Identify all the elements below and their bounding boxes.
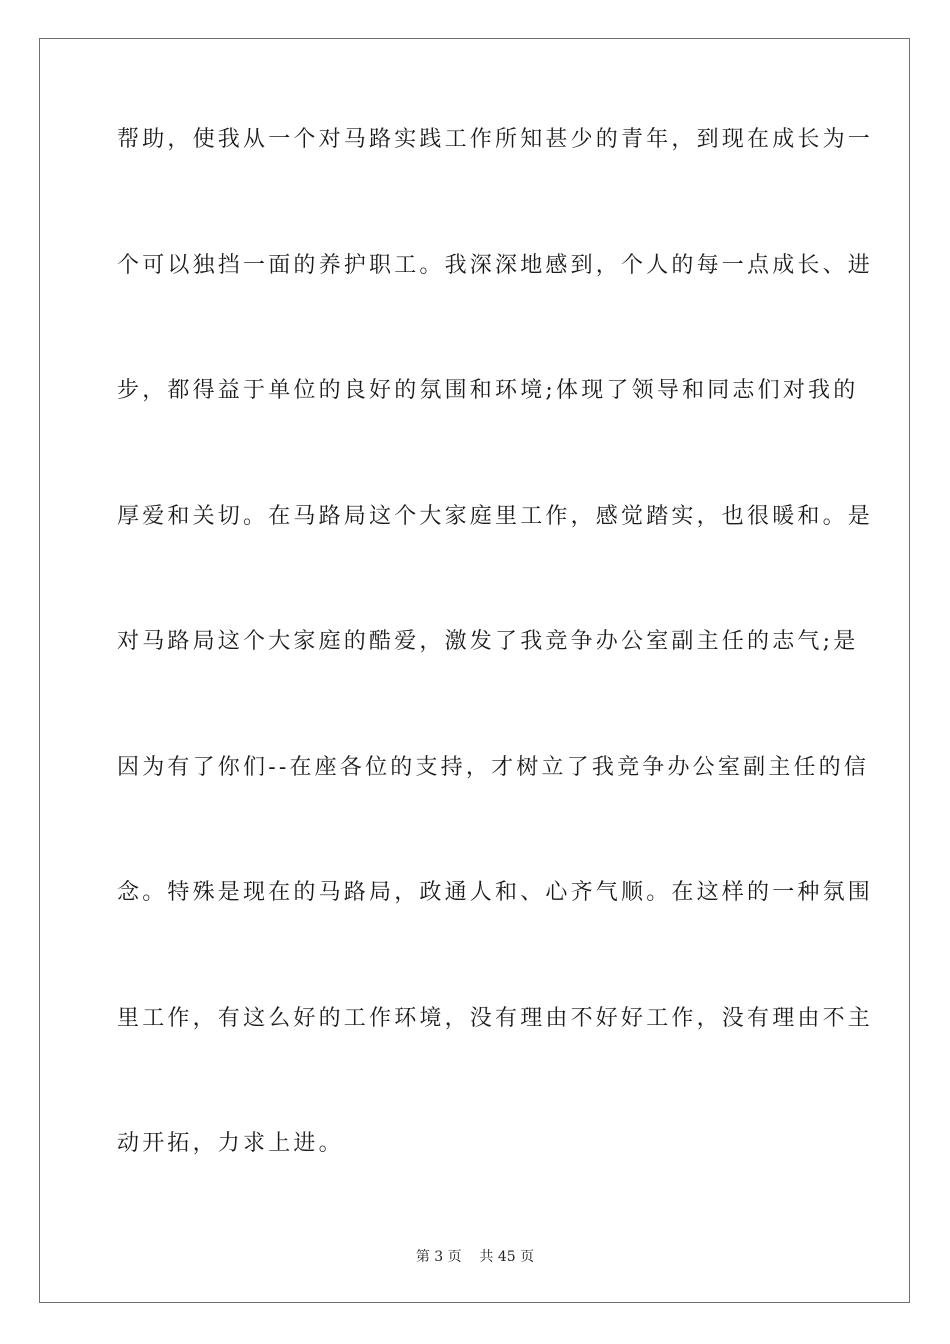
text-line: 步，都得益于单位的良好的氛围和环境;体现了领导和同志们对我的	[117, 378, 859, 403]
text-line: 厚爱和关切。在马路局这个大家庭里工作，感觉踏实，也很暖和。是	[117, 503, 874, 529]
text-line: 对马路局这个大家庭的酷爱，激发了我竞争办公室副主任的志气;是	[117, 629, 859, 654]
text-line: 里工作，有这么好的工作环境，没有理由不好好工作，没有理由不主	[117, 1005, 874, 1031]
document-body	[117, 127, 874, 1258]
text-line: 念。特殊是现在的马路局，政通人和、心齐气顺。在这样的一种氛围	[117, 880, 874, 905]
text-line: 因为有了你们--在座各位的支持，才树立了我竞争办公室副主任的信	[117, 754, 870, 780]
page-number-footer: 第 3 页 共 45 页	[415, 1249, 535, 1265]
text-line: 个可以独挡一面的养护职工。我深深地感到，个人的每一点成长、进	[117, 252, 874, 278]
text-line: 帮助，使我从一个对马路实践工作所知甚少的青年，到现在成长为一	[117, 127, 874, 152]
text-line: 动开拓，力求上进。	[117, 1131, 344, 1156]
